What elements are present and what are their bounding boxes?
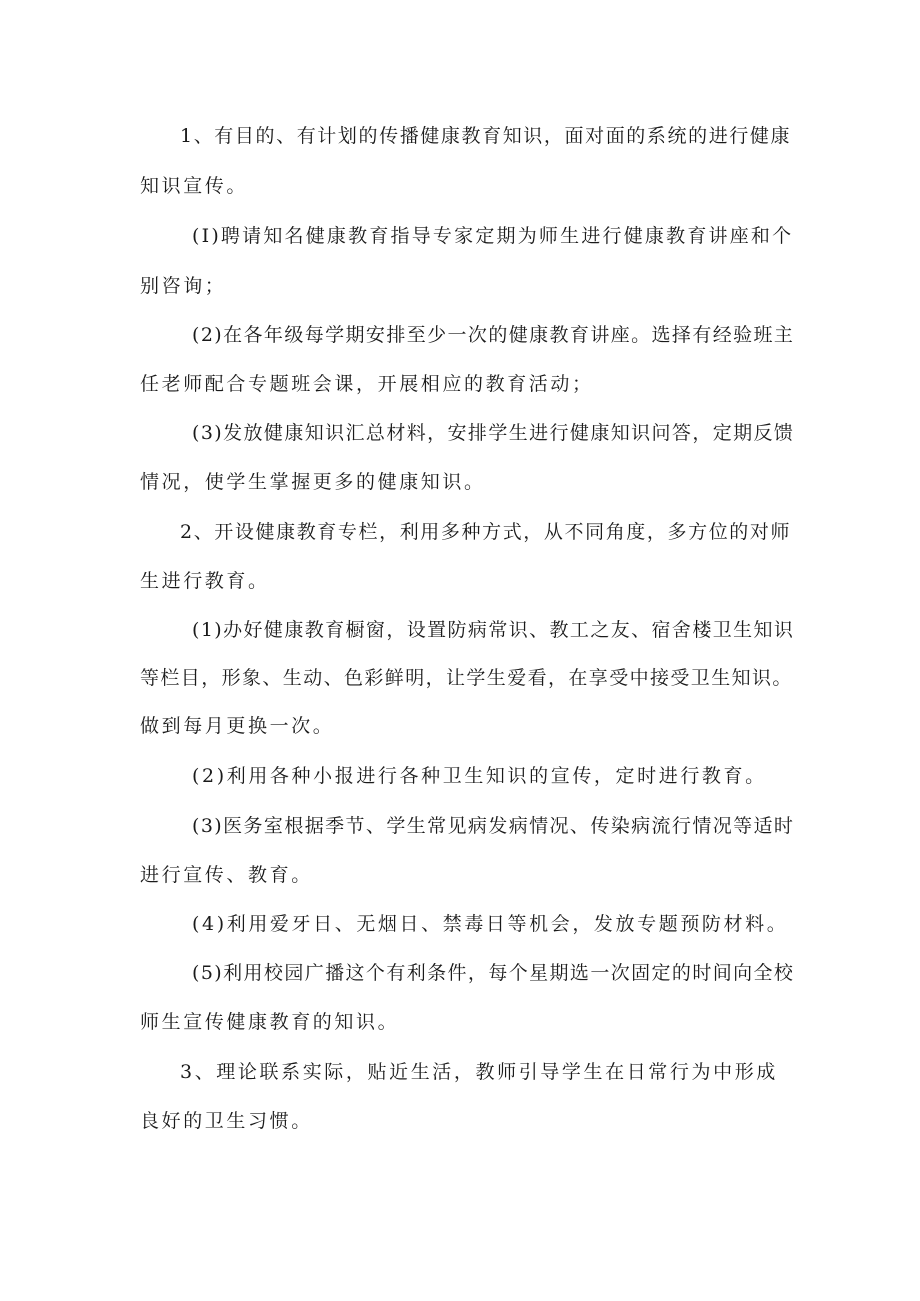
item-2-3-line-1: (3)医务室根据季节、学生常见病发病情况、传染病流行情况等适时 xyxy=(192,815,795,837)
paragraph-3-line-1: 3、理论联系实际，贴近生活，教师引导学生在日常行为中形成 xyxy=(180,1061,778,1083)
item-1-1-line-2: 别咨询； xyxy=(140,275,227,297)
paragraph-3-line-2: 良好的卫生习惯。 xyxy=(140,1110,313,1132)
item-2-5-line-2: 师生宣传健康教育的知识。 xyxy=(140,1011,400,1033)
item-1-2-line-2: 任老师配合专题班会课，开展相应的教育活动； xyxy=(140,373,594,395)
item-1-3-line-2: 情况，使学生掌握更多的健康知识。 xyxy=(140,471,486,493)
paragraph-2-line-1: 2、开设健康教育专栏，利用多种方式，从不同角度，多方位的对师 xyxy=(180,521,792,543)
item-2-5-line-1: (5)利用校园广播这个有利条件，每个星期选一次固定的时间向全校 xyxy=(192,962,795,984)
item-2-3-line-2: 进行宣传、教育。 xyxy=(140,864,313,886)
item-2-1-line-1: (1)办好健康教育橱窗，设置防病常识、教工之友、宿舍楼卫生知识 xyxy=(192,619,795,641)
paragraph-1-line-1: 1、有目的、有计划的传播健康教育知识，面对面的系统的进行健康 xyxy=(180,125,792,147)
item-1-2-line-1: (2)在各年级每学期安排至少一次的健康教育讲座。选择有经验班主 xyxy=(192,324,795,346)
item-1-3-line-1: (3)发放健康知识汇总材料，安排学生进行健康知识问答，定期反馈 xyxy=(192,422,795,444)
item-1-1-line-1: (I)聘请知名健康教育指导专家定期为师生进行健康教育讲座和个 xyxy=(192,225,794,247)
item-2-1-line-2: 等栏目，形象、生动、色彩鲜明，让学生爱看，在享受中接受卫生知识。 xyxy=(140,667,793,689)
paragraph-2-line-2: 生进行教育。 xyxy=(140,570,270,592)
paragraph-1-line-2: 知识宣传。 xyxy=(140,175,249,197)
item-2-2-line-1: (2)利用各种小报进行各种卫生知识的宣传，定时进行教育。 xyxy=(192,765,767,787)
item-2-1-line-3: 做到每月更换一次。 xyxy=(140,715,335,737)
item-2-4-line-1: (4)利用爱牙日、无烟日、禁毒日等机会，发放专题预防材料。 xyxy=(192,913,789,935)
